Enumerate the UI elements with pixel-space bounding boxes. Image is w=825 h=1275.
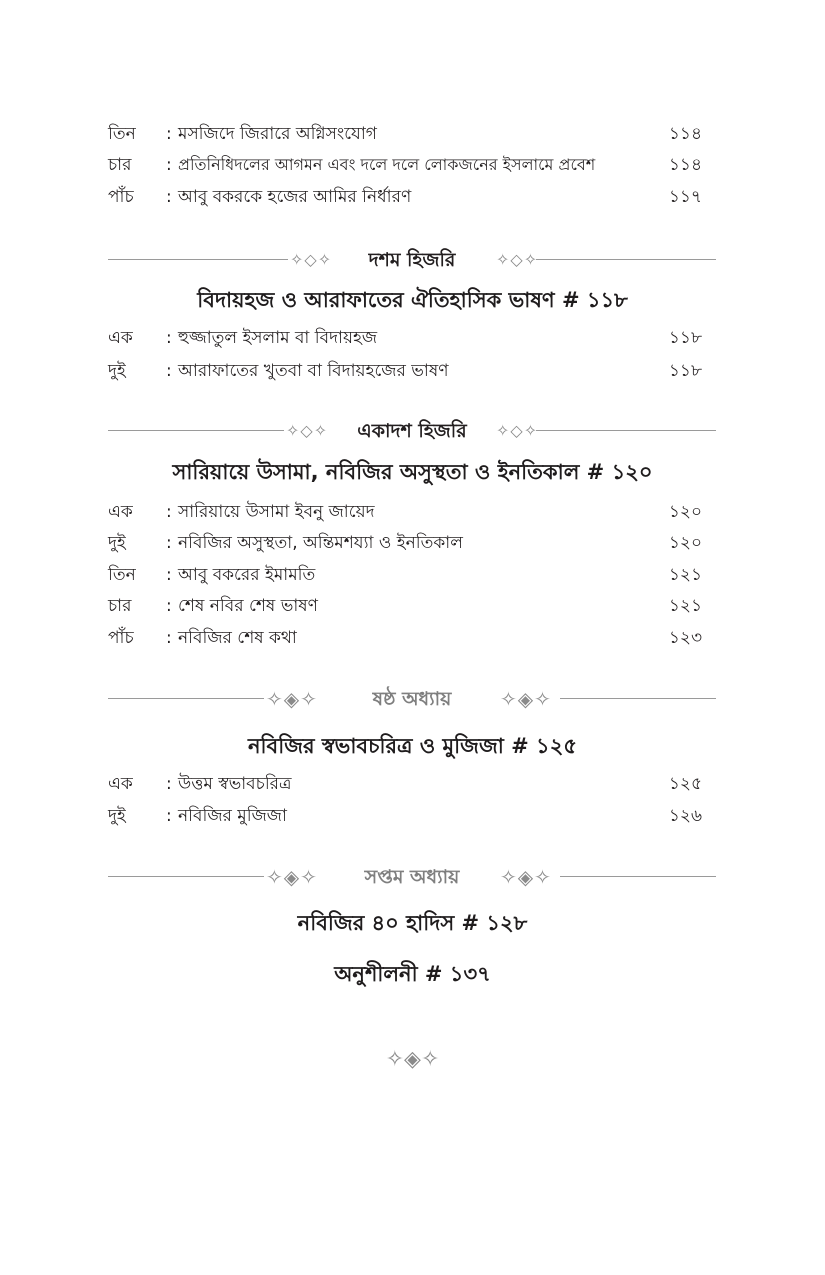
entry-colon: :: [166, 155, 172, 175]
section-heading[interactable]: সারিয়ায়ে উসামা, নবিজির অসুস্থতা ও ইনতিকাল # ১২০: [172, 460, 653, 484]
toc-entry[interactable]: [108, 624, 702, 652]
entry-colon: :: [166, 124, 172, 144]
entry-title: আবু বকরকে হজের আমির নির্ধারণ: [178, 187, 412, 207]
toc-entry[interactable]: [108, 183, 702, 211]
entry-number: তিন: [108, 565, 136, 585]
entry-page: ১১৪: [668, 124, 702, 144]
toc-entry[interactable]: [108, 120, 702, 148]
entry-title: শেষ নবির শেষ ভাষণ: [178, 596, 318, 616]
section-divider-year10: [108, 245, 716, 275]
toc-entry[interactable]: [108, 770, 702, 798]
toc-entry[interactable]: [108, 151, 702, 179]
chapter-divider-6: [108, 684, 716, 714]
entry-number: এক: [108, 328, 133, 348]
divider-rule: [560, 876, 716, 877]
entry-number: চার: [108, 596, 132, 616]
entry-title: নবিজির অসুস্থতা, অন্তিমশয্যা ও ইনতিকাল: [178, 533, 463, 553]
entry-title: সারিয়ায়ে উসামা ইবনু জায়েদ: [178, 502, 375, 522]
toc-entry[interactable]: [108, 529, 702, 557]
section-divider-label: দশম হিজরি: [368, 249, 456, 271]
entry-colon: :: [166, 502, 172, 522]
toc-entry[interactable]: [108, 561, 702, 589]
entry-number: পাঁচ: [108, 628, 134, 648]
chapter-heading[interactable]: নবিজির স্বভাবচরিত্র ও মুজিজা # ১২৫: [248, 734, 577, 758]
entry-colon: :: [166, 565, 172, 585]
section-divider-label: একাদশ হিজরি: [357, 420, 467, 442]
entry-page: ১২১: [668, 565, 702, 585]
entry-colon: :: [166, 328, 172, 348]
entry-page: ১২৬: [668, 806, 702, 826]
entry-colon: :: [166, 533, 172, 553]
entry-page: ১২০: [668, 533, 702, 553]
divider-rule: [536, 259, 716, 260]
entry-colon: :: [166, 596, 172, 616]
exercise-heading[interactable]: অনুশীলনী # ১৩৭: [334, 962, 491, 986]
entry-colon: :: [166, 628, 172, 648]
section-heading[interactable]: বিদায়হজ ও আরাফাতের ঐতিহাসিক ভাষণ # ১১৮: [197, 288, 628, 312]
entry-title: প্রতিনিধিদলের আগমন এবং দলে দলে লোকজনের ইসলামে প্রবেশ: [178, 155, 596, 174]
entry-title: মসজিদে জিরারে অগ্নিসংযোগ: [178, 124, 377, 144]
entry-page: ১১৭: [668, 187, 702, 207]
entry-number: দুই: [108, 533, 126, 553]
diamond-flourish-icon: ✧◈✧: [500, 687, 552, 711]
diamond-flourish-icon: ✧◈✧: [266, 687, 318, 711]
divider-rule: [560, 698, 716, 699]
entry-page: ১২০: [668, 502, 702, 522]
entry-title: হুজ্জাতুল ইসলাম বা বিদায়হজ: [178, 328, 378, 348]
entry-page: ১২১: [668, 596, 702, 616]
entry-title: আবু বকরের ইমামতি: [178, 565, 316, 585]
entry-number: দুই: [108, 361, 126, 381]
chapter-divider-label: সপ্তম অধ্যায়: [364, 866, 460, 888]
diamond-flourish-icon: ✧◈✧: [385, 1047, 440, 1072]
entry-page: ১১৮: [668, 361, 702, 381]
entry-title: আরাফাতের খুতবা বা বিদায়হজের ভাষণ: [178, 361, 449, 381]
diamond-flourish-icon: ✧◇✧: [496, 421, 539, 440]
chapter-divider-7: [108, 862, 716, 892]
entry-number: পাঁচ: [108, 187, 134, 207]
entry-title: নবিজির মুজিজা: [178, 806, 287, 826]
diamond-flourish-icon: ✧◇✧: [286, 421, 329, 440]
toc-entry[interactable]: [108, 498, 702, 526]
toc-entry[interactable]: [108, 802, 702, 830]
diamond-flourish-icon: ✧◈✧: [266, 865, 318, 889]
entry-page: ১২৩: [668, 628, 702, 648]
entry-number: তিন: [108, 124, 136, 144]
entry-colon: :: [166, 361, 172, 381]
entry-page: ১১৪: [668, 155, 702, 175]
entry-title: উত্তম স্বভাবচরিত্র: [178, 774, 292, 794]
chapter-heading[interactable]: নবিজির ৪০ হাদিস # ১২৮: [297, 911, 528, 935]
entry-number: চার: [108, 155, 132, 175]
section-divider-year11: [108, 416, 716, 446]
toc-entry[interactable]: [108, 357, 702, 385]
entry-colon: :: [166, 187, 172, 207]
entry-colon: :: [166, 774, 172, 794]
chapter-divider-label: ষষ্ঠ অধ্যায়: [372, 688, 452, 710]
entry-title: নবিজির শেষ কথা: [178, 628, 297, 648]
toc-entry[interactable]: [108, 592, 702, 620]
diamond-flourish-icon: ✧◇✧: [290, 250, 333, 269]
diamond-flourish-icon: ✧◇✧: [496, 250, 539, 269]
toc-entry[interactable]: [108, 324, 702, 352]
entry-number: দুই: [108, 806, 126, 826]
entry-page: ১২৫: [668, 774, 702, 794]
diamond-flourish-icon: ✧◈✧: [500, 865, 552, 889]
entry-page: ১১৮: [668, 328, 702, 348]
entry-colon: :: [166, 806, 172, 826]
divider-rule: [536, 430, 716, 431]
entry-number: এক: [108, 502, 133, 522]
entry-number: এক: [108, 774, 133, 794]
